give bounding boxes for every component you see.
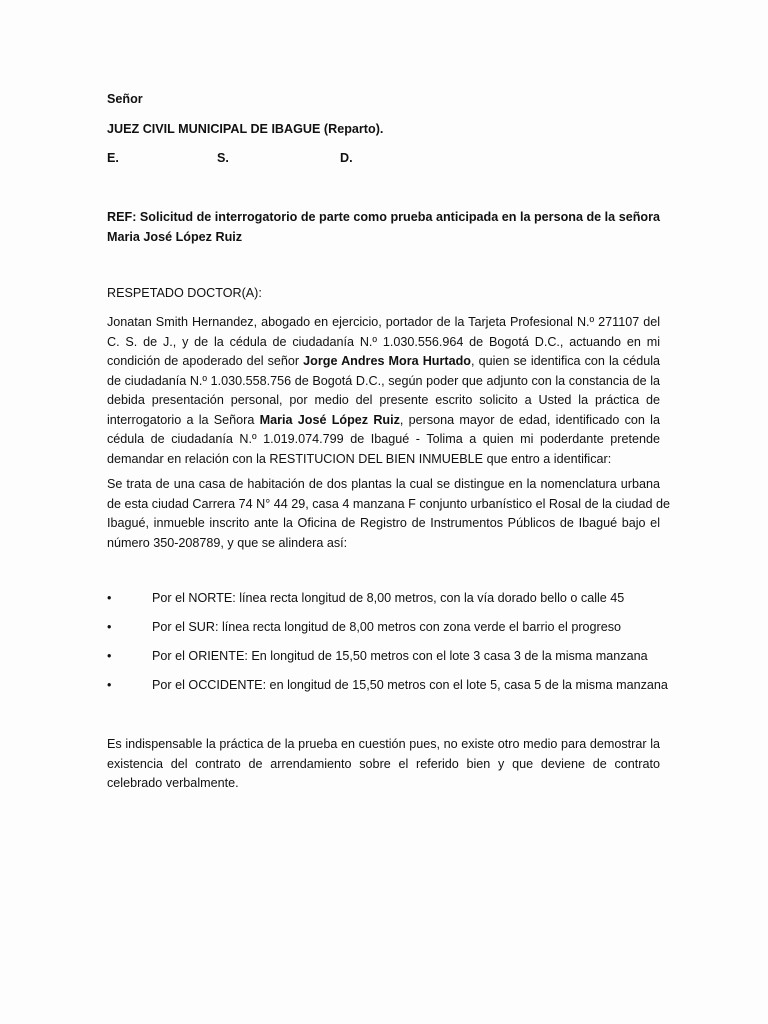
esd-d: D. [340,151,353,165]
salutation: Señor [107,92,143,106]
esd-line [107,151,660,169]
list-item-text: Por el NORTE: línea recta longitud de 8,00 metros, con la vía dorado bello o calle 45 [152,591,625,605]
list-item [107,647,667,665]
bullet-icon: • [107,620,112,634]
list-item [107,618,667,636]
list-item-text: Por el SUR: línea recta longitud de 8,00 metros con zona verde el barrio el progreso [152,620,622,634]
paragraph-line [107,352,660,372]
paragraph-petition [107,313,660,469]
list-item-text: Por el OCCIDENTE: en longitud de 15,50 metros con el lote 5, casa 5 de la misma manzana [152,678,668,692]
bullet-icon: • [107,591,112,605]
paragraph-line: de esta ciudad Carrera 74 N° 44 29, casa 4 manzana F conjunto urbanístico el Rosal de la ciudad de [107,496,670,511]
text-run: interrogatorio a la Señora [107,412,260,427]
text-run: condición de apoderado del señor [107,354,304,368]
list-item-text: Por el ORIENTE: En longitud de 15,50 metros con el lote 3 casa 3 de la misma manzana [152,649,648,663]
paragraph-line: celebrado verbalmente. [107,776,239,790]
list-item [107,676,667,694]
addressee: JUEZ CIVIL MUNICIPAL DE IBAGUE (Reparto). [107,122,384,136]
paragraph-line: de ciudadanía N.º 1.030.558.756 de Bogotá D.C., según poder que adjunto con la constancia de la [107,373,660,388]
paragraph-property [107,475,670,553]
list-item [107,589,667,607]
greeting: RESPETADO DOCTOR(A): [107,286,262,300]
respondent-name: Maria José López Ruiz [259,412,400,427]
bullet-icon: • [107,649,112,663]
esd-e: E. [107,151,119,165]
paragraph-line: debida presentación personal, por medio del presente escrito solicito a Usted la práctica de [107,393,660,407]
paragraph-line: Se trata de una casa de habitación de dos plantas la cual se distingue en la nomenclatura urbana [107,477,660,491]
paragraph-line: cédula de ciudadanía N.º 1.019.074.799 de Ibagué - Tolima a quien mi poderdante pretende [107,432,660,446]
paragraph-line: Ibagué, inmueble inscrito ante la Oficina de Registro de Instrumentos Públicos de Ibagué bajo el [107,516,660,530]
paragraph-line: Es indispensable la práctica de la prueba en cuestión pues, no existe otro medio para demostrar la [107,737,660,751]
client-name: Jorge Andres Mora Hurtado [303,354,471,368]
paragraph-line: existencia del contrato de arrendamiento sobre el referido bien y que deviene de contrato [107,756,660,771]
paragraph-line: Jonatan Smith Hernandez, abogado en ejercicio, portador de la Tarjeta Profesional N.º 271107 del [107,315,660,329]
paragraph-line: número 350-208789, y que se alindera así: [107,535,348,550]
reference-line: REF: Solicitud de interrogatorio de parte como prueba anticipada en la persona de la señora [107,210,660,224]
bullet-icon: • [107,678,112,692]
esd-s: S. [217,151,229,165]
reference-line: Maria José López Ruiz [107,229,243,244]
text-run: , quien se identifica con la cédula [470,354,661,368]
text-run: , persona mayor de edad, identificado con la [399,412,660,427]
paragraph-line [107,411,660,431]
paragraph-line: demandar en relación con la RESTITUCION DEL BIEN INMUEBLE que entro a identificar: [107,451,612,466]
reference [107,208,660,247]
paragraph-line: C. S. de J., y de la cédula de ciudadanía N.º 1.030.556.964 de Bogotá D.C., actuando en mi [107,334,660,349]
paragraph-justification [107,735,660,794]
